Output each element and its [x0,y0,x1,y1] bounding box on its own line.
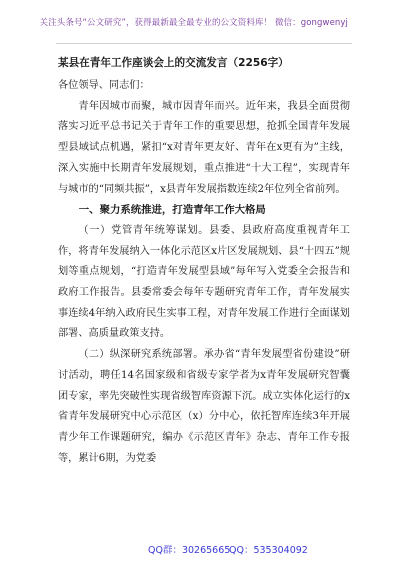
paragraph-1-1: （一）党管青年统筹谋划。县委、县政府高度重视青年工作，将青年发展纳入一体化示范区x片区发展规划、县“十四五”规划等重点规划，“打造青年发展型县域”每年写入党委全会报告和政府工作报告。县委常委会每年专题研究青年工作，青年发展实事连续4年纳入政府民生实事工程，对青年发展工作进行全面谋划部署、高质量政策支持。 [58,224,350,340]
footer-qq-number: QQ：535304092 [229,545,308,556]
document-title: 某县在青年工作座谈会上的交流发言（2256字） [58,57,289,69]
paragraph-intro: 青年因城市而聚，城市因青年而兴。近年来，我县全面贯彻落实习近平总书记关于青年工作的重要思想，抢抓全国青年发展型县域试点机遇，紧扣“x对青年更友好、青年在x更有为”主线，深入实施中长期青年发展规划，重点推进“十大工程”，实现青年与城市的“同频共振”，x县青年发展指数连续2年位列全省前列。 [58,100,350,195]
salutation: 各位领导、同志们： [58,80,150,91]
section-heading-1: 一、聚力系统推进，打造青年工作大格局 [78,204,266,217]
document-body [58,52,350,469]
header-banner: 关注头条号“公文研究”，获得最新最全最专业的公文资料库！ 微信：gongwenyj [39,18,348,28]
paragraph-1-2: （二）纵深研究系统部署。承办省“青年发展型省份建设”研讨活动，聘任14名国家级和省级专家学者为x青年发展研究智囊团专家，率先突破性实现省级智库资源下沉。成立实体化运行的x省青年发展研究中心示范区（x）分中心，依托智库连续3年开展青少年工作课题研究，编办《示范区青年》杂志、青年工作专报等，累计6期，为党委 [58,349,350,464]
header-divider [56,43,352,44]
footer-qq-group: QQ群：30265665 [148,545,231,556]
